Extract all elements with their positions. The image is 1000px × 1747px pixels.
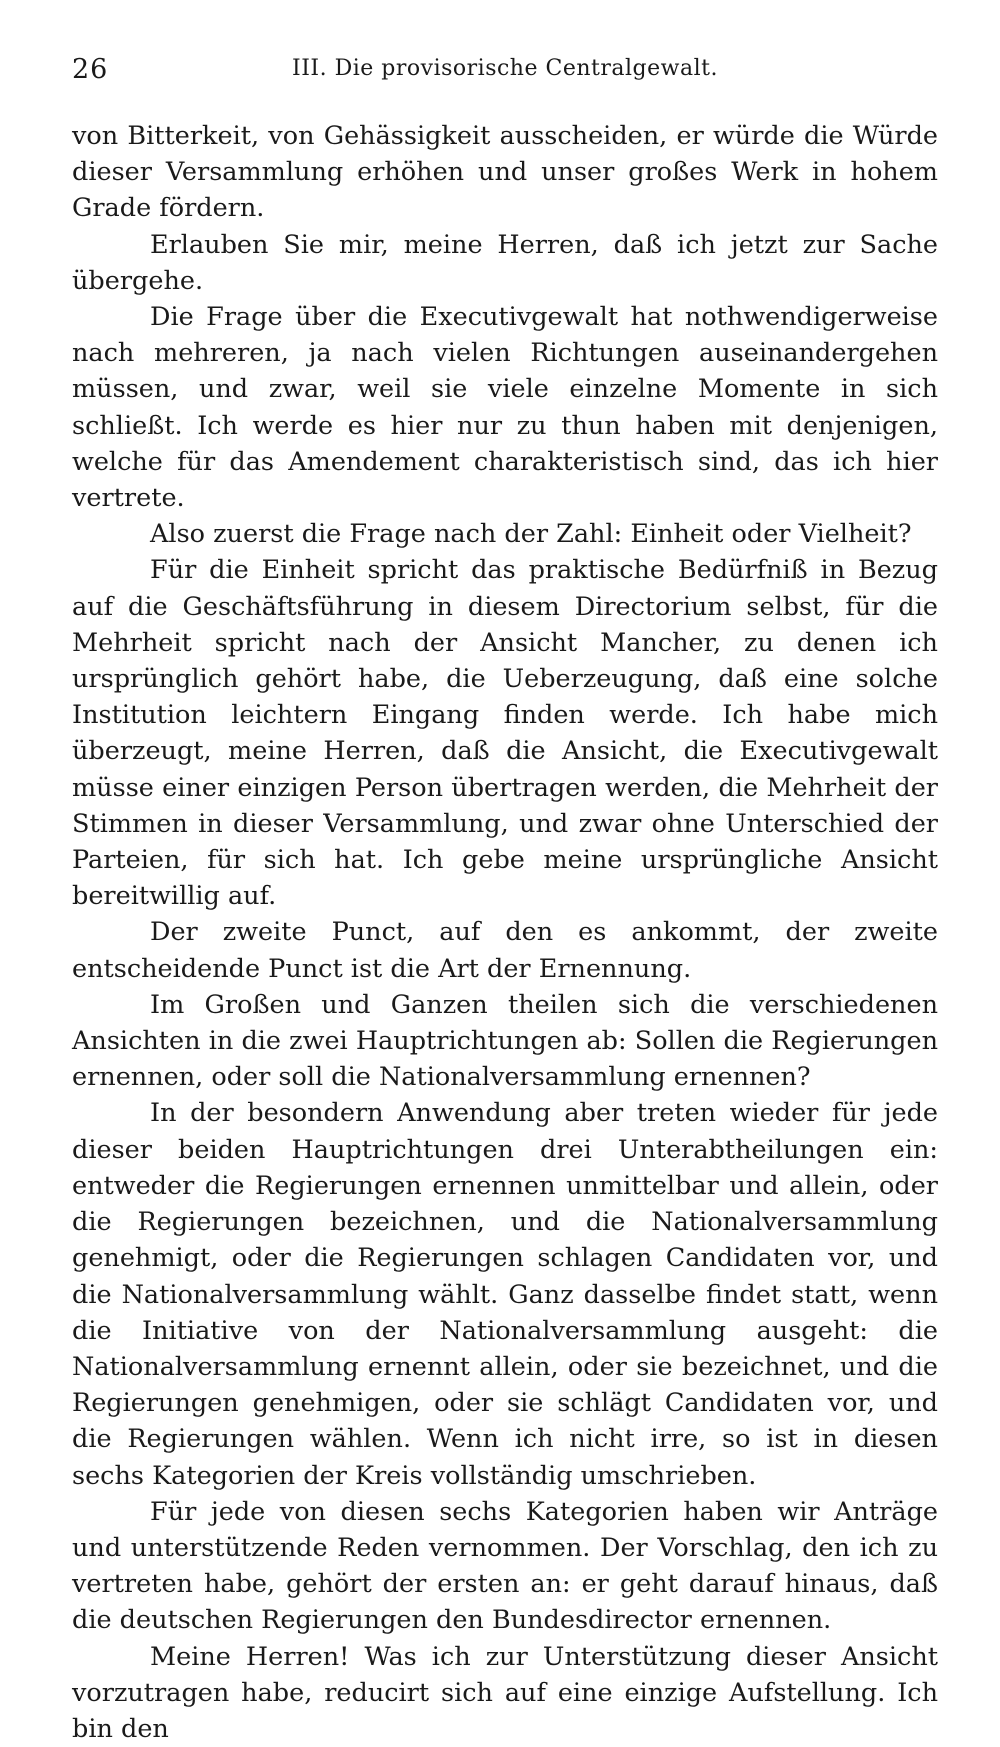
chapter-title: III. Die provisorische Centralgewalt. bbox=[292, 56, 718, 81]
paragraph: Für jede von diesen sechs Kategorien haben wir Anträge und unterstützende Reden vernommen. Der Vorschlag, den ich zu vertreten habe, gehört der ersten an: er geht darauf hinaus, daß die deutschen Regierungen den Bundesdirector ernennen. bbox=[72, 1496, 938, 1636]
paragraph: Also zuerst die Frage nach der Zahl: Einheit oder Vielheit? bbox=[150, 519, 912, 550]
page-number: 26 bbox=[72, 54, 109, 85]
paragraph: Der zweite Punct, auf den es ankommt, der zweite entscheidende Punct ist die Art der Ernennung. bbox=[72, 917, 938, 984]
paragraph-continued: von Bitterkeit, von Gehässigkeit ausscheiden, er würde die Würde dieser Versammlung erhöhen und unser großes Werk in hohem Grade fördern. bbox=[72, 121, 938, 224]
paragraph: Meine Herren! Was ich zur Unterstützung dieser Ansicht vorzutragen habe, reducirt sich auf eine einzige Aufstellung. Ich bin den bbox=[72, 1641, 938, 1744]
running-head bbox=[72, 42, 938, 85]
paragraph: Für die Einheit spricht das praktische Bedürfniß in Bezug auf die Geschäftsführung in diesem Directorium selbst, für die Mehrheit spricht nach der Ansicht Mancher, zu denen ich ursprünglich gehört habe, die Ueberzeugung, daß eine solche Institution leichtern Eingang finden werde. Ich habe mich überzeugt, meine Herren, daß die Ansicht, die Executivgewalt müsse einer einzigen Person übertragen werden, die Mehrheit der Stimmen in dieser Versammlung, und zwar ohne Unterschied der Parteien, für sich hat. Ich gebe meine ursprüngliche Ansicht bereitwillig auf. bbox=[72, 555, 938, 912]
paragraph: Im Großen und Ganzen theilen sich die verschiedenen Ansichten in die zwei Hauptrichtungen ab: Sollen die Regierungen ernennen, oder soll die Nationalversammlung ernennen? bbox=[72, 989, 938, 1093]
body-text bbox=[72, 118, 938, 1747]
paragraph: In der besondern Anwendung aber treten wieder für jede dieser beiden Hauptrichtungen drei Unterabtheilungen ein: entweder die Regierungen ernennen unmittelbar und allein, oder die Regierungen bezeichnen, und die Nationalversammlung genehmigt, oder die Regierungen schlagen Candidaten vor, und die Nationalversammlung wählt. Ganz dasselbe findet statt, wenn die Initiative von der Nationalversammlung ausgeht: die Nationalversammlung ernennt allein, oder sie bezeichnet, und die Regierungen genehmigen, oder sie schlägt Candidaten vor, und die Regierungen wählen. Wenn ich nicht irre, so ist in diesen sechs Kategorien der Kreis vollständig umschrieben. bbox=[72, 1098, 938, 1491]
paragraph: Erlauben Sie mir, meine Herren, daß ich jetzt zur Sache übergehe. bbox=[72, 229, 938, 296]
paragraph: Die Frage über die Executivgewalt hat nothwendigerweise nach mehreren, ja nach vielen Richtungen auseinandergehen müssen, und zwar, weil sie viele einzelne Momente in sich schließt. Ich werde es hier nur zu thun haben mit denjenigen, welche für das Amendement charakteristisch sind, das ich hier vertrete. bbox=[72, 302, 938, 514]
